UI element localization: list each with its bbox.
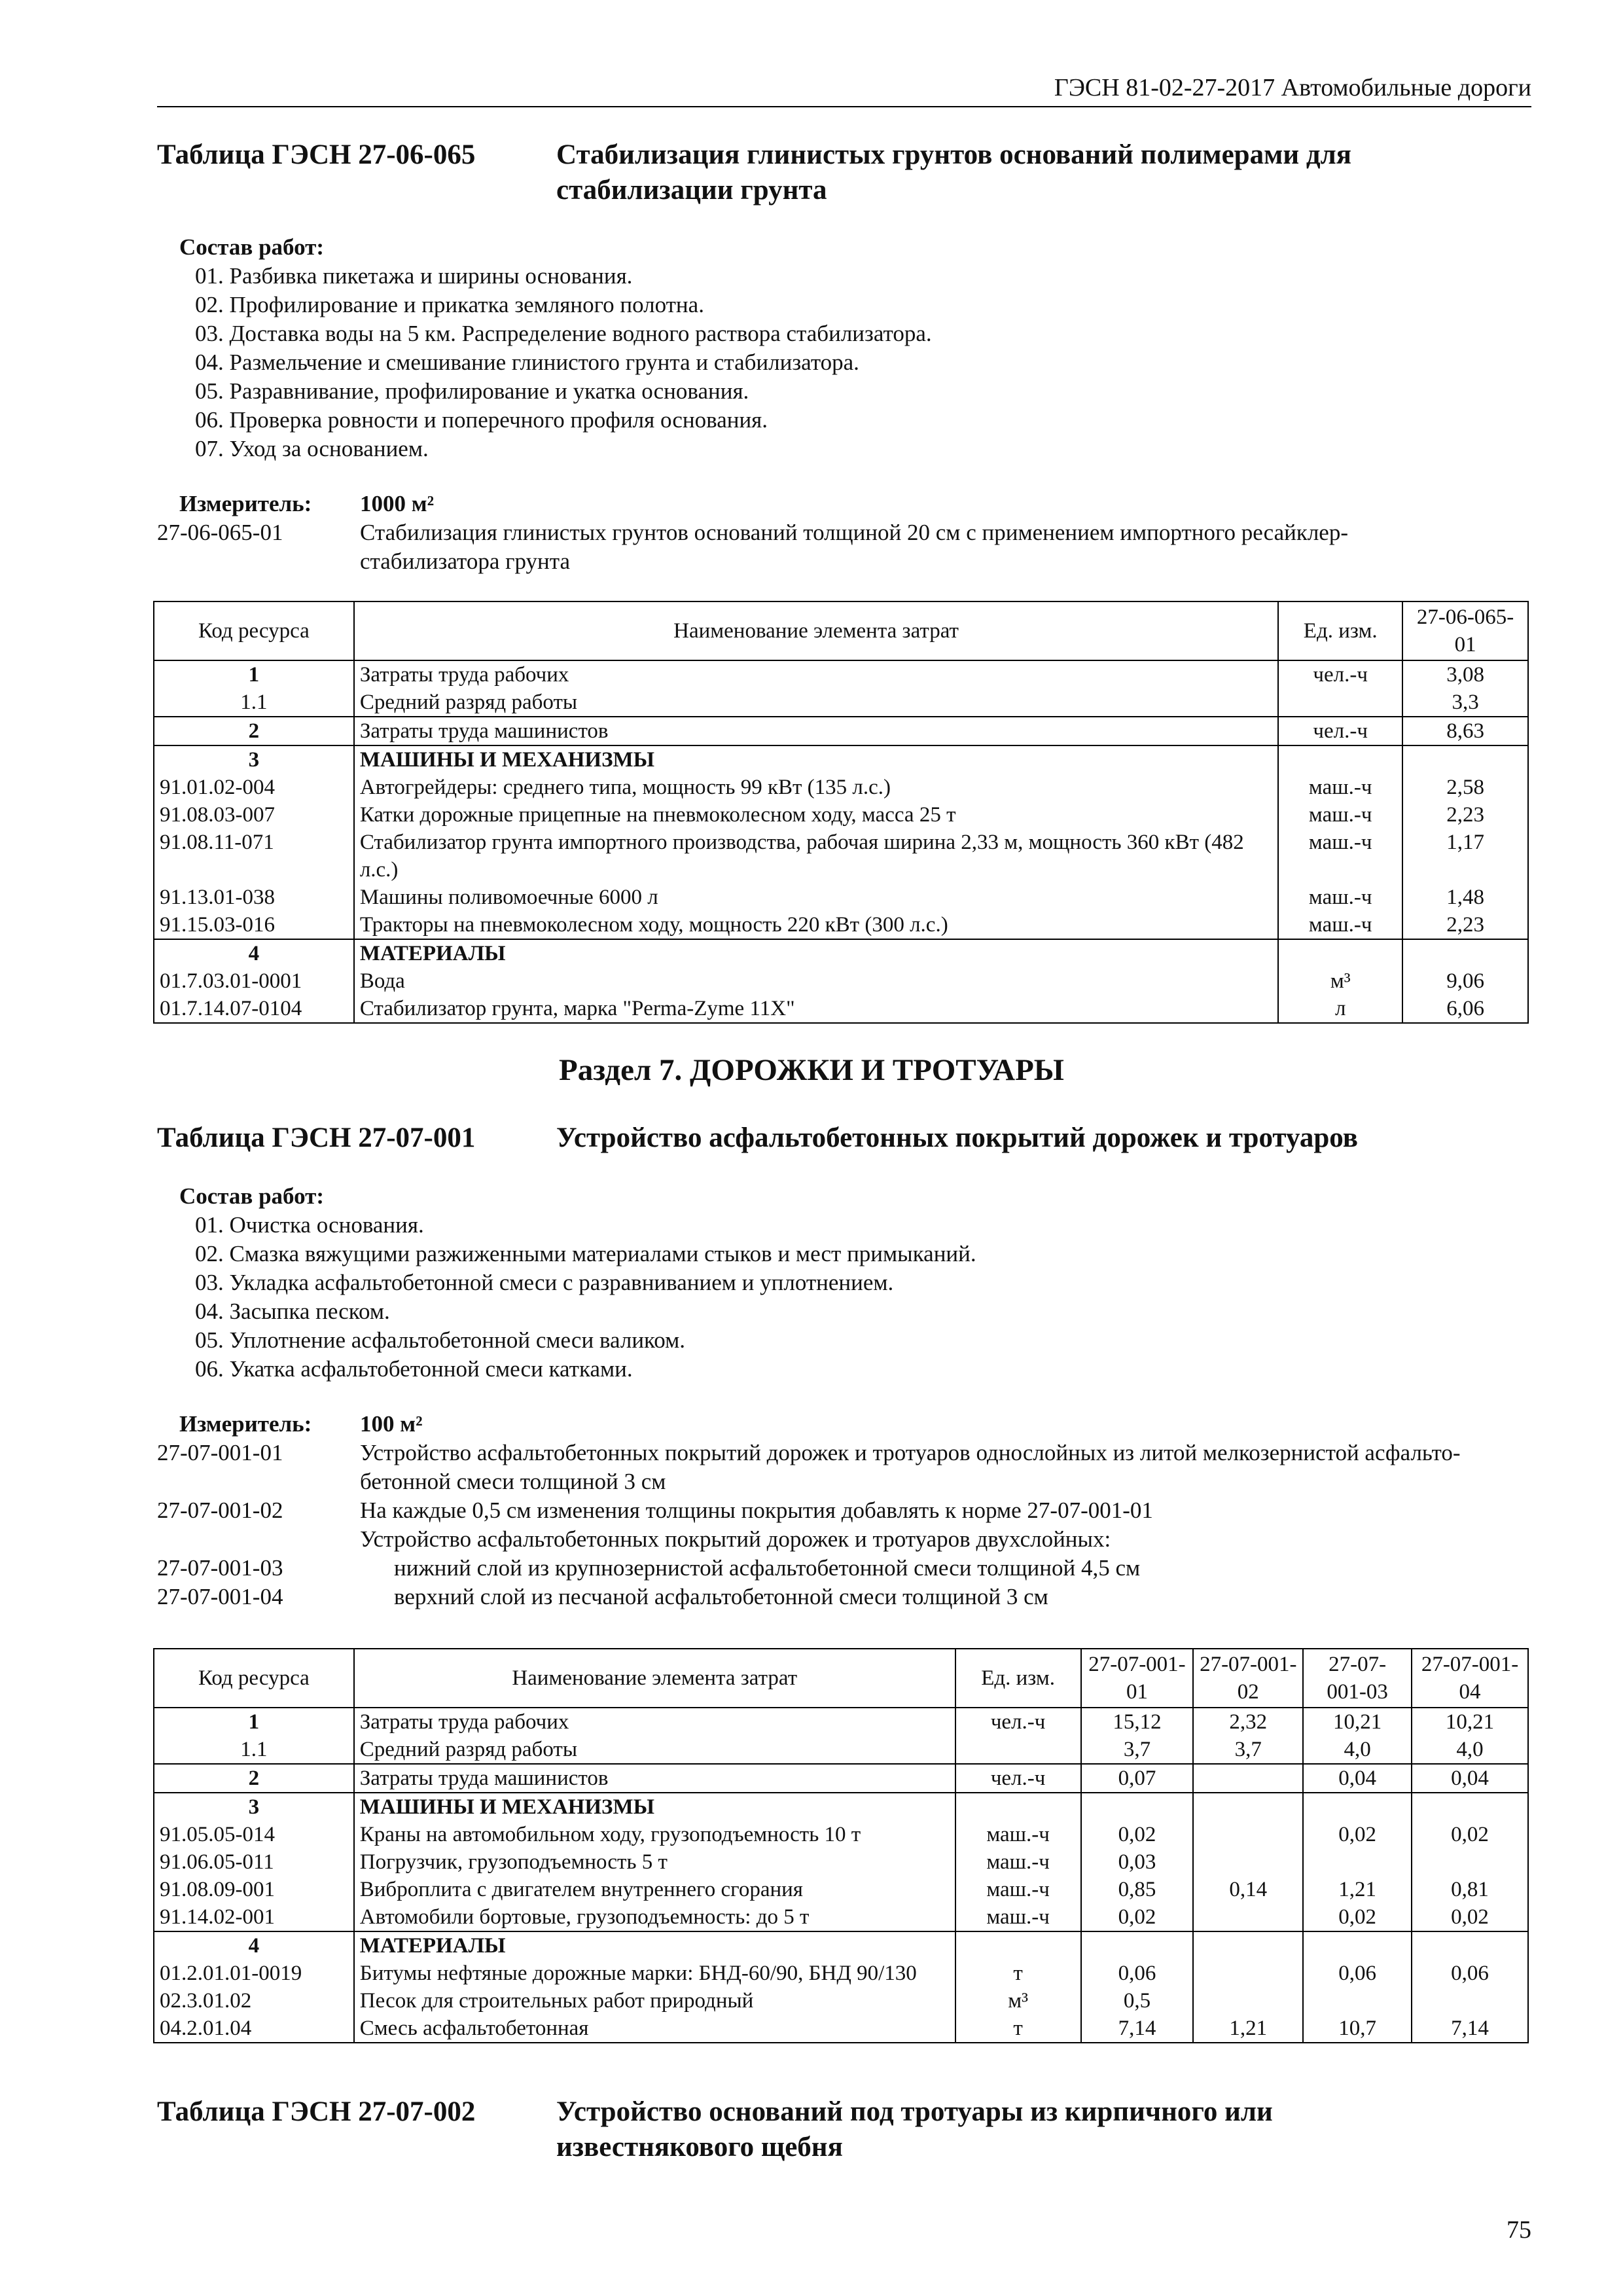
table-cell bbox=[1193, 1821, 1303, 1848]
table-cell: 91.08.03-007 bbox=[154, 801, 354, 829]
table-row bbox=[154, 967, 1528, 995]
table-cell: 4 bbox=[154, 939, 354, 967]
norm-code: 27-07-001-03 bbox=[157, 1555, 283, 1581]
table-cell: Битумы нефтяные дорожные марки: БНД-60/90, БНД 90/130 bbox=[354, 1960, 955, 1987]
table-row bbox=[154, 1736, 1528, 1764]
table-cell: 0,02 bbox=[1303, 1821, 1412, 1848]
col-header: 27-06-065-01 bbox=[1402, 601, 1528, 660]
table-cell: Затраты труда рабочих bbox=[354, 660, 1278, 689]
table-cell: 7,14 bbox=[1412, 2015, 1528, 2043]
table-cell bbox=[1303, 1931, 1412, 1960]
table-cell: Тракторы на пневмоколесном ходу, мощность 220 кВт (300 л.с.) bbox=[354, 911, 1278, 939]
table-row bbox=[154, 801, 1528, 829]
work-item: 04. Размельчение и смешивание глинистого грунта и стабилизатора. bbox=[195, 350, 859, 375]
norm-text: На каждые 0,5 см изменения толщины покрытия добавлять к норме 27-07-001-01 bbox=[360, 1498, 1153, 1523]
table-cell: МАШИНЫ И МЕХАНИЗМЫ bbox=[354, 745, 1278, 774]
col-header: 27-07-001-01 bbox=[1081, 1649, 1194, 1708]
table-name: Стабилизация глинистых грунтов оснований полимерами для стабилизации грунта bbox=[556, 139, 1352, 206]
work-item: 05. Уплотнение асфальтобетонной смеси валиком. bbox=[195, 1327, 686, 1353]
norm-code: 27-07-001-04 bbox=[157, 1584, 283, 1609]
table-cell: 4,0 bbox=[1412, 1736, 1528, 1764]
work-item: 01. Очистка основания. bbox=[195, 1212, 424, 1238]
table-cell bbox=[1081, 1931, 1194, 1960]
works-list bbox=[179, 233, 1531, 463]
table-cell: 0,85 bbox=[1081, 1876, 1194, 1903]
meter-value: 1000 м² bbox=[360, 491, 435, 516]
table-cell: чел.-ч bbox=[955, 1764, 1081, 1793]
table-cell: Катки дорожные прицепные на пневмоколесном ходу, масса 25 т bbox=[354, 801, 1278, 829]
works-title: Состав работ: bbox=[179, 234, 324, 260]
work-item: 04. Засыпка песком. bbox=[195, 1299, 390, 1324]
table-cell: Затраты труда машинистов bbox=[354, 1764, 955, 1793]
table-cell: 1 bbox=[154, 660, 354, 689]
meter-block bbox=[157, 490, 1531, 576]
work-item: 02. Смазка вяжущими разжиженными материалами стыков и мест примыканий. bbox=[195, 1241, 976, 1266]
table-cell: 7,14 bbox=[1081, 2015, 1194, 2043]
table-row bbox=[154, 1960, 1528, 1987]
table-cell: 0,06 bbox=[1081, 1960, 1194, 1987]
work-item: 05. Разравнивание, профилирование и укатка основания. bbox=[195, 378, 749, 404]
norm-code: 27-07-001-01 bbox=[157, 1440, 283, 1465]
works-title: Состав работ: bbox=[179, 1183, 324, 1209]
table-cell bbox=[1303, 1793, 1412, 1821]
table-cell bbox=[1193, 1931, 1303, 1960]
table-cell: чел.-ч bbox=[1278, 717, 1402, 745]
table-row bbox=[154, 689, 1528, 717]
work-item: 03. Доставка воды на 5 км. Распределение водного раствора стабилизатора. bbox=[195, 321, 932, 346]
table-cell: 0,5 bbox=[1081, 1987, 1194, 2015]
work-item: 06. Укатка асфальтобетонной смеси катками. bbox=[195, 1356, 633, 1382]
table-cell: 10,7 bbox=[1303, 2015, 1412, 2043]
table-row bbox=[154, 1931, 1528, 1960]
table-cell: Средний разряд работы bbox=[354, 1736, 955, 1764]
work-item: 01. Разбивка пикетажа и ширины основания. bbox=[195, 263, 633, 289]
work-item: 03. Укладка асфальтобетонной смеси с разравниванием и уплотнением. bbox=[195, 1270, 894, 1295]
table-cell: 4 bbox=[154, 1931, 354, 1960]
table-cell: 0,14 bbox=[1193, 1876, 1303, 1903]
table-cell: 91.13.01-038 bbox=[154, 884, 354, 911]
norm-text: Устройство асфальтобетонных покрытий дорожек и тротуаров двухслойных: bbox=[360, 1526, 1111, 1552]
table-cell bbox=[1303, 1848, 1412, 1876]
table-cell: Автомобили бортовые, грузоподъемность: до 5 т bbox=[354, 1903, 955, 1931]
table-name: Устройство оснований под тротуары из кирпичного или известнякового щебня bbox=[556, 2096, 1273, 2162]
table-cell bbox=[955, 1931, 1081, 1960]
table-cell: 0,81 bbox=[1412, 1876, 1528, 1903]
table-cell: 2,58 bbox=[1402, 774, 1528, 801]
col-header: Ед. изм. bbox=[955, 1649, 1081, 1708]
table-cell: 3 bbox=[154, 1793, 354, 1821]
table-cell: 91.08.09-001 bbox=[154, 1876, 354, 1903]
table-row bbox=[154, 1708, 1528, 1736]
table-cell: маш.-ч bbox=[955, 1876, 1081, 1903]
table-cell: маш.-ч bbox=[955, 1821, 1081, 1848]
table-cell: 2 bbox=[154, 1764, 354, 1793]
norm-code: 27-07-001-02 bbox=[157, 1498, 283, 1523]
table-cell bbox=[1402, 939, 1528, 967]
table-cell bbox=[1412, 1848, 1528, 1876]
norm-text: верхний слой из песчаной асфальтобетонной смеси толщиной 3 см bbox=[394, 1584, 1048, 1609]
table-cell bbox=[955, 1793, 1081, 1821]
table-row bbox=[154, 1821, 1528, 1848]
table-cell: 0,02 bbox=[1412, 1903, 1528, 1931]
table-cell: 0,02 bbox=[1412, 1821, 1528, 1848]
norm-code: 27-06-065-01 bbox=[157, 520, 283, 545]
table-number: Таблица ГЭСН 27-06-065 bbox=[157, 139, 476, 170]
running-header: ГЭСН 81-02-27-2017 Автомобильные дороги bbox=[157, 73, 1531, 107]
table-cell: 6,06 bbox=[1402, 995, 1528, 1023]
table-cell: 0,06 bbox=[1412, 1960, 1528, 1987]
table1-heading bbox=[157, 137, 1531, 576]
resource-table-1 bbox=[153, 601, 1529, 1024]
table-row bbox=[154, 1876, 1528, 1903]
table-row bbox=[154, 1848, 1528, 1876]
table-cell bbox=[1193, 1903, 1303, 1931]
table-row bbox=[154, 1764, 1528, 1793]
table-cell: маш.-ч bbox=[1278, 829, 1402, 884]
table-cell: 15,12 bbox=[1081, 1708, 1194, 1736]
table-cell: т bbox=[955, 2015, 1081, 2043]
table-cell: чел.-ч bbox=[1278, 660, 1402, 689]
table-row bbox=[154, 1987, 1528, 2015]
table-row bbox=[154, 829, 1528, 884]
table-cell bbox=[1412, 1793, 1528, 1821]
table-cell: Песок для строительных работ природный bbox=[354, 1987, 955, 2015]
table-cell: 01.2.01.01-0019 bbox=[154, 1960, 354, 1987]
col-header: Код ресурса bbox=[154, 1649, 354, 1708]
col-header: 27-07-001-03 bbox=[1303, 1649, 1412, 1708]
table-cell: МАТЕРИАЛЫ bbox=[354, 939, 1278, 967]
table-cell: 91.15.03-016 bbox=[154, 911, 354, 939]
table-cell bbox=[1081, 1793, 1194, 1821]
table-cell: 91.01.02-004 bbox=[154, 774, 354, 801]
col-header: Код ресурса bbox=[154, 601, 354, 660]
table-cell bbox=[955, 1736, 1081, 1764]
table-cell: Виброплита с двигателем внутреннего сгорания bbox=[354, 1876, 955, 1903]
col-header: 27-07-001-04 bbox=[1412, 1649, 1528, 1708]
table-cell: Машины поливомоечные 6000 л bbox=[354, 884, 1278, 911]
table-row bbox=[154, 717, 1528, 745]
table-cell: Затраты труда машинистов bbox=[354, 717, 1278, 745]
table-cell: л bbox=[1278, 995, 1402, 1023]
table-number: Таблица ГЭСН 27-07-001 bbox=[157, 1122, 476, 1153]
table-cell: Погрузчик, грузоподъемность 5 т bbox=[354, 1848, 955, 1876]
table-cell: 0,02 bbox=[1303, 1903, 1412, 1931]
table-cell: Средний разряд работы bbox=[354, 689, 1278, 717]
table-row bbox=[154, 939, 1528, 967]
table-cell: маш.-ч bbox=[1278, 801, 1402, 829]
col-header: 27-07-001-02 bbox=[1193, 1649, 1303, 1708]
table-cell: м³ bbox=[955, 1987, 1081, 2015]
table-cell: 0,04 bbox=[1303, 1764, 1412, 1793]
table-cell: Стабилизатор грунта импортного производства, рабочая ширина 2,33 м, мощность 360 кВт (482 л.с.) bbox=[354, 829, 1278, 884]
works-list bbox=[179, 1182, 1531, 1384]
col-header: Наименование элемента затрат bbox=[354, 1649, 955, 1708]
table-cell: 2 bbox=[154, 717, 354, 745]
table-cell bbox=[1412, 1987, 1528, 2015]
col-header: Ед. изм. bbox=[1278, 601, 1402, 660]
table-cell: 02.3.01.02 bbox=[154, 1987, 354, 2015]
table-cell: 3 bbox=[154, 745, 354, 774]
resource-table-2 bbox=[153, 1648, 1529, 2043]
table-cell: Затраты труда рабочих bbox=[354, 1708, 955, 1736]
table-cell: МАШИНЫ И МЕХАНИЗМЫ bbox=[354, 1793, 955, 1821]
table-row bbox=[154, 745, 1528, 774]
table-cell bbox=[1193, 1987, 1303, 2015]
table-cell: 0,03 bbox=[1081, 1848, 1194, 1876]
page-number: 75 bbox=[1507, 2216, 1531, 2244]
table-cell: маш.-ч bbox=[1278, 774, 1402, 801]
table-cell: 01.7.14.07-0104 bbox=[154, 995, 354, 1023]
norm-text: нижний слой из крупнозернистой асфальтобетонной смеси толщиной 4,5 см bbox=[394, 1555, 1141, 1581]
table-cell bbox=[1193, 1764, 1303, 1793]
table-cell: 9,06 bbox=[1402, 967, 1528, 995]
table-cell: 0,07 bbox=[1081, 1764, 1194, 1793]
table-cell: 91.08.11-071 bbox=[154, 829, 354, 884]
section-title: Раздел 7. ДОРОЖКИ И ТРОТУАРЫ bbox=[559, 1053, 1064, 1087]
table-cell: маш.-ч bbox=[1278, 911, 1402, 939]
meter-label: Измеритель: bbox=[179, 491, 312, 516]
table-cell: 2,32 bbox=[1193, 1708, 1303, 1736]
table-cell bbox=[1303, 1987, 1412, 2015]
table-cell: 91.06.05-011 bbox=[154, 1848, 354, 1876]
table-cell: м³ bbox=[1278, 967, 1402, 995]
table-cell: 10,21 bbox=[1303, 1708, 1412, 1736]
table-cell: Краны на автомобильном ходу, грузоподъемность 10 т bbox=[354, 1821, 955, 1848]
table-cell: Стабилизатор грунта, марка "Perma-Zyme 11X" bbox=[354, 995, 1278, 1023]
table-cell: 91.05.05-014 bbox=[154, 1821, 354, 1848]
table-row bbox=[154, 660, 1528, 689]
norm-text: Стабилизация глинистых грунтов оснований толщиной 20 см с применением импортного ресайклер-стабилизатора грунта bbox=[360, 520, 1348, 574]
table-row bbox=[154, 1793, 1528, 1821]
table-row bbox=[154, 1903, 1528, 1931]
table-cell: 1,17 bbox=[1402, 829, 1528, 884]
meter-label: Измеритель: bbox=[179, 1411, 312, 1437]
table-cell bbox=[1193, 1960, 1303, 1987]
table2-heading bbox=[157, 1121, 1531, 1611]
table-cell: 1,21 bbox=[1193, 2015, 1303, 2043]
table-cell: 91.14.02-001 bbox=[154, 1903, 354, 1931]
table-cell: 0,02 bbox=[1081, 1821, 1194, 1848]
table-cell: т bbox=[955, 1960, 1081, 1987]
table-cell: 2,23 bbox=[1402, 911, 1528, 939]
table-cell bbox=[1278, 939, 1402, 967]
table-cell bbox=[1278, 689, 1402, 717]
table-cell: МАТЕРИАЛЫ bbox=[354, 1931, 955, 1960]
table-cell: 3,08 bbox=[1402, 660, 1528, 689]
meter-value: 100 м² bbox=[360, 1411, 423, 1437]
table-cell: 0,02 bbox=[1081, 1903, 1194, 1931]
table-number: Таблица ГЭСН 27-07-002 bbox=[157, 2096, 476, 2127]
table-cell: 1.1 bbox=[154, 1736, 354, 1764]
table-cell: 1 bbox=[154, 1708, 354, 1736]
table-name: Устройство асфальтобетонных покрытий дорожек и тротуаров bbox=[556, 1122, 1358, 1153]
work-item: 02. Профилирование и прикатка земляного полотна. bbox=[195, 292, 704, 317]
table-cell: Вода bbox=[354, 967, 1278, 995]
col-header: Наименование элемента затрат bbox=[354, 601, 1278, 660]
table-cell bbox=[1402, 745, 1528, 774]
table-cell: 0,06 bbox=[1303, 1960, 1412, 1987]
table-cell: маш.-ч bbox=[955, 1903, 1081, 1931]
table-row bbox=[154, 884, 1528, 911]
table-cell bbox=[1278, 745, 1402, 774]
work-item: 07. Уход за основанием. bbox=[195, 436, 429, 461]
table-cell: маш.-ч bbox=[1278, 884, 1402, 911]
table-cell: 1,48 bbox=[1402, 884, 1528, 911]
table-cell: 2,23 bbox=[1402, 801, 1528, 829]
table-cell: 8,63 bbox=[1402, 717, 1528, 745]
table-cell: чел.-ч bbox=[955, 1708, 1081, 1736]
table-cell: 3,3 bbox=[1402, 689, 1528, 717]
table-row bbox=[154, 2015, 1528, 2043]
table-cell: 1,21 bbox=[1303, 1876, 1412, 1903]
table-cell: 3,7 bbox=[1081, 1736, 1194, 1764]
table-cell bbox=[1193, 1848, 1303, 1876]
table-row bbox=[154, 995, 1528, 1023]
table-cell bbox=[1412, 1931, 1528, 1960]
work-item: 06. Проверка ровности и поперечного профиля основания. bbox=[195, 407, 768, 433]
table-cell: 4,0 bbox=[1303, 1736, 1412, 1764]
meter-block bbox=[157, 1410, 1531, 1611]
table-cell: 0,04 bbox=[1412, 1764, 1528, 1793]
table-cell: 3,7 bbox=[1193, 1736, 1303, 1764]
table-cell: Автогрейдеры: среднего типа, мощность 99 кВт (135 л.с.) bbox=[354, 774, 1278, 801]
table-cell: Смесь асфальтобетонная bbox=[354, 2015, 955, 2043]
table-cell: 1.1 bbox=[154, 689, 354, 717]
table-cell bbox=[1193, 1793, 1303, 1821]
table-row bbox=[154, 911, 1528, 939]
table-cell: маш.-ч bbox=[955, 1848, 1081, 1876]
table-cell: 04.2.01.04 bbox=[154, 2015, 354, 2043]
norm-text: Устройство асфальтобетонных покрытий дорожек и тротуаров однослойных из литой мелкозернистой асфальто-бетонной смеси толщиной 3 см bbox=[360, 1440, 1461, 1494]
table-cell: 01.7.03.01-0001 bbox=[154, 967, 354, 995]
table-row bbox=[154, 774, 1528, 801]
table3-heading bbox=[157, 2094, 1531, 2165]
norm-code bbox=[157, 1525, 360, 1554]
table-cell: 10,21 bbox=[1412, 1708, 1528, 1736]
